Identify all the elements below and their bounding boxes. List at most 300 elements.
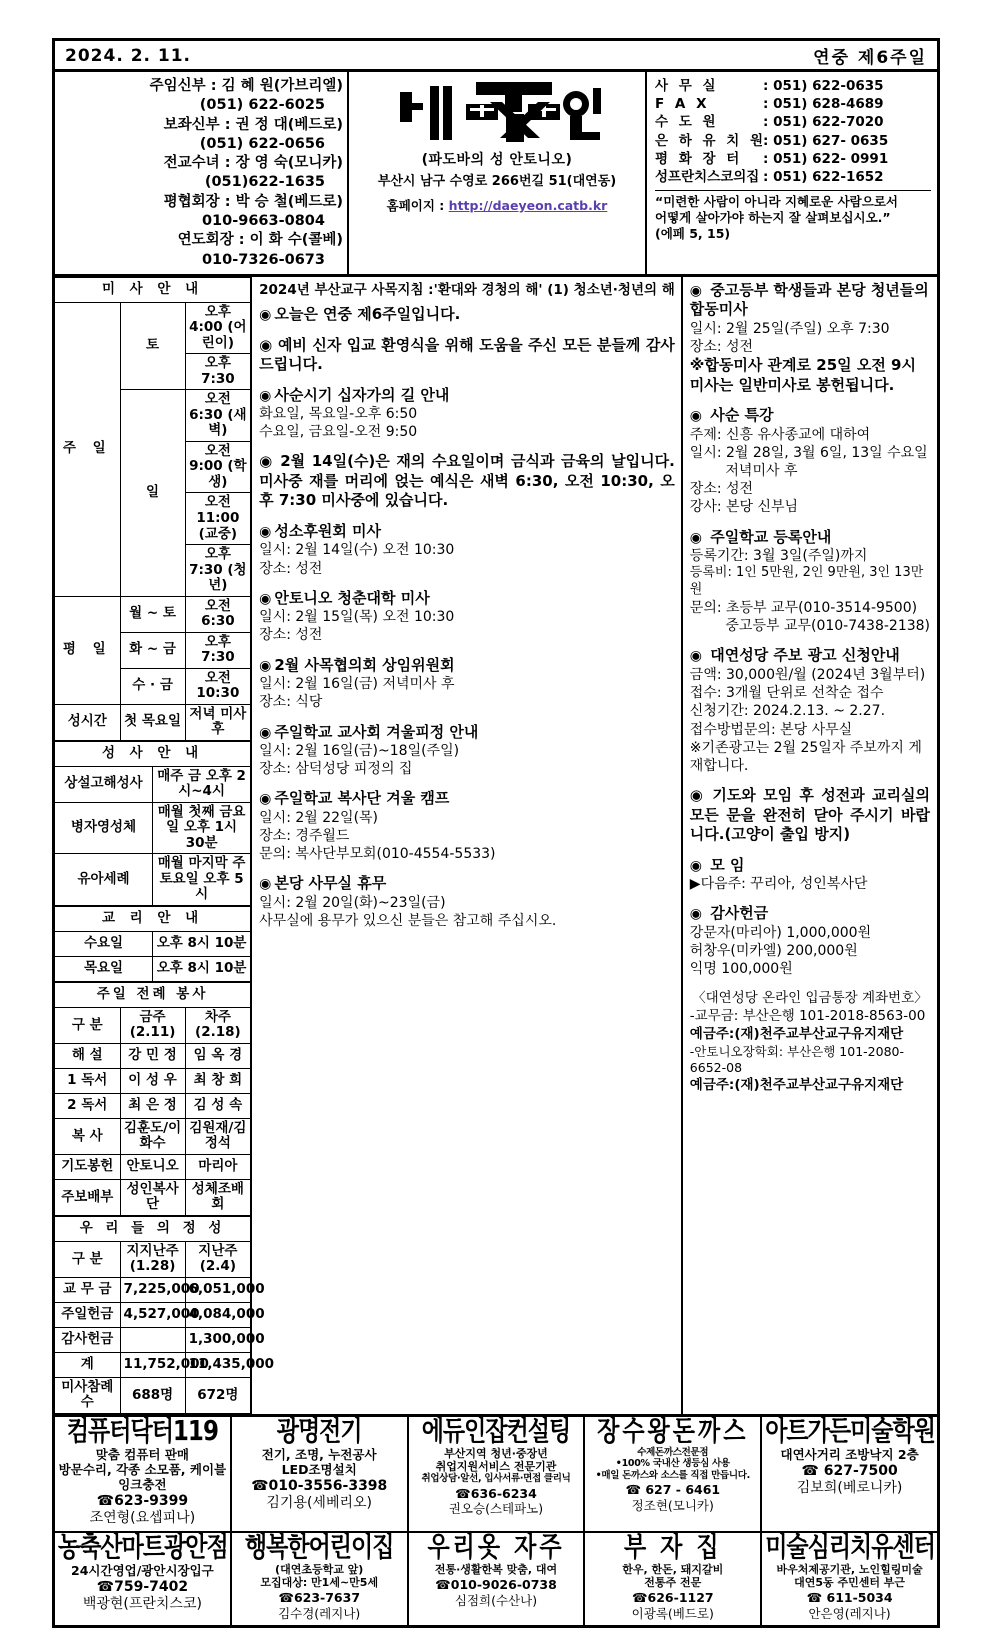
liturgy-this: 안토니오 — [120, 1154, 185, 1179]
bullet-icon: ◉ — [259, 590, 272, 607]
notice-item — [259, 589, 675, 645]
bullet-icon: ◉ — [259, 307, 272, 323]
table-row — [55, 1179, 250, 1215]
ad-desc: 한우, 한돈, 돼지갈비 — [622, 1562, 724, 1576]
table-row — [55, 1118, 250, 1154]
liturgy-next: 최 창 희 — [185, 1068, 250, 1093]
offering-prev2: 688명 — [120, 1377, 185, 1413]
notice-line: 화요일, 목요일-오후 6:50 — [259, 406, 418, 422]
staff-row — [55, 193, 343, 212]
notice-line: 등록기간: 3월 3일(주일)까지 — [689, 548, 868, 565]
ad-card[interactable] — [583, 1533, 760, 1625]
notice-line: 중고등부 교무(010-7438-2138) — [689, 618, 930, 635]
liturgy-this: 이 성 우 — [120, 1068, 185, 1093]
bank-line-3: -안토니오장학회: 부산은행 101-2080-6652-08 — [689, 1043, 904, 1076]
notice-line: 장소: 경주월드 — [259, 828, 350, 845]
table-row — [55, 1302, 250, 1327]
notice-item — [259, 452, 675, 511]
ad-phone: ☎ 627 - 6461 — [625, 1482, 721, 1498]
ad-business-name: 미술심리치유센터 — [765, 1532, 935, 1564]
notice-head: ◉ 주일학교 복사단 겨울 캠프 — [259, 789, 450, 808]
liturgy-next: 김원재/김정석 — [185, 1118, 250, 1154]
sacrament-label: 병자영성체 — [55, 802, 153, 854]
offering-header-prev2: 지지난주(1.28) — [120, 1241, 185, 1277]
table-row — [55, 1043, 250, 1068]
ad-row — [55, 1531, 937, 1625]
ad-desc: 맞춤 컴퓨터 판매 — [95, 1446, 190, 1462]
ad-desc: 전기, 조명, 누전공사 — [261, 1446, 377, 1462]
catechism-table — [55, 906, 250, 982]
table-row — [55, 1154, 250, 1179]
liturgy-next: 김 성 속 — [185, 1093, 250, 1118]
staff-role: 주임신부 : — [149, 78, 217, 94]
liturgy-header-this-week: 금주(2.11) — [120, 1007, 185, 1043]
notice-item — [259, 305, 675, 325]
ad-phone: ☎636-6234 — [455, 1485, 537, 1501]
ad-card[interactable] — [760, 1533, 937, 1625]
staff-role: 보좌신부 : — [163, 116, 231, 133]
bank-line-4: 예금주:(재)천주교부산교구유지재단 — [689, 1076, 904, 1093]
notice-item — [259, 386, 675, 442]
ad-desc: 부산지역 청년·중장년 — [444, 1446, 548, 1460]
mass-time: 오전 11:00 (교중) — [185, 493, 250, 545]
parish-identity — [347, 72, 647, 274]
ad-desc: 대연5동 주민센터 부근 — [794, 1576, 906, 1590]
notice-line: 주제: 신흥 유사종교에 대하여 — [689, 426, 871, 443]
bank-line-2: 예금주:(재)천주교부산교구유지재단 — [689, 1025, 904, 1042]
ad-business-name: 아트가든미술학원 — [765, 1416, 935, 1448]
advertisements — [55, 1414, 937, 1625]
ad-card[interactable] — [760, 1417, 937, 1531]
bullet-icon: ◉ — [689, 408, 703, 425]
notice-line: 문의: 초등부 교무(010-3514-9500) — [689, 600, 918, 617]
table-row — [55, 1352, 250, 1377]
daeyeon-calligraphy-icon — [390, 76, 605, 148]
mass-time: 오전 10:30 — [185, 668, 250, 704]
notice-line: 문의: 복사단부모회(010-4554-5533) — [259, 846, 496, 863]
notice-head: ◉ 2월 사목협의회 상임위원회 — [259, 655, 455, 674]
notice-item — [259, 336, 675, 375]
notice-line: 신청기간: 2024.2.13. ~ 2.27. — [689, 703, 886, 720]
homepage-label: 홈페이지 : — [386, 198, 445, 213]
parish-patron: (파도바의 성 안토니오) — [421, 152, 573, 168]
bulletin-date: 2024. 2. 11. — [65, 45, 192, 66]
ad-business-name: 우리옷 자주 — [427, 1532, 565, 1564]
masthead — [55, 72, 937, 277]
ad-business-name: 부 자 집 — [623, 1532, 722, 1564]
notice-head: ◉ 주일학교 등록안내 — [689, 527, 832, 546]
contact-tel: : 051) 622-1652 — [763, 169, 884, 186]
ad-business-name: 장수왕돈까스 — [597, 1416, 749, 1448]
offering-header-prev1: 지난주(2.4) — [185, 1241, 250, 1277]
quote-line-2: 어떻게 살아가야 하는지 잘 살펴보십시오.” — [655, 210, 891, 226]
notice-line: 일시: 2월 16일(금)~18일(주일) — [259, 743, 460, 759]
contact-tel: : 051) 622-7020 — [763, 114, 884, 131]
parish-logo — [351, 76, 643, 148]
notice-head: ◉ 사순 특강 — [689, 406, 774, 425]
ad-desc: 잉크충전 — [118, 1476, 167, 1492]
ad-phone: ☎623-9399 — [96, 1492, 189, 1509]
ad-business-name: 행복한어린이집 — [244, 1532, 394, 1564]
staff-tel: (051) 622-6025 — [199, 97, 325, 114]
ad-card[interactable] — [407, 1533, 584, 1625]
notice-item — [690, 904, 930, 978]
ad-phone: ☎ 627-7500 — [801, 1462, 898, 1479]
table-row — [55, 1093, 250, 1118]
liturgy-header-next-week: 차주(2.18) — [185, 1007, 250, 1043]
bullet-icon: ◉ — [689, 857, 703, 874]
notice-head: ◉ 안토니오 청춘대학 미사 — [259, 588, 430, 607]
ad-contact-person: 정조현(모니카) — [631, 1497, 714, 1513]
notice-head: ◉ 대연성당 주보 광고 신청안내 — [689, 646, 900, 665]
contact-tel: : 051) 627- 0635 — [763, 132, 889, 149]
notice-line: 일시: 2월 14일(수) 오전 10:30 — [259, 542, 455, 559]
notice-line: 강사: 본당 신부님 — [689, 499, 799, 516]
notice-line: 강문자(마리아) 1,000,000원 — [689, 924, 872, 941]
staff-row — [55, 77, 343, 96]
catechism-day: 목요일 — [55, 956, 153, 981]
staff-tel: (051) 622-0656 — [199, 135, 325, 152]
notice-line: 익명 100,000원 — [689, 961, 793, 978]
bullet-icon: ◉ — [259, 791, 272, 808]
mass-time: 오후 7:30 — [185, 632, 250, 668]
ad-desc: 대연사거리 조방낙지 2층 — [780, 1446, 919, 1462]
contact-name: 평 화 장 터 — [655, 150, 743, 167]
notice-line: 장소: 성전 — [259, 627, 323, 644]
quote-reference: (에페 5, 15) — [655, 226, 731, 242]
notice-head: ◉ 본당 사무실 휴무 — [259, 874, 387, 893]
liturgy-role: 기도봉헌 — [55, 1154, 120, 1179]
offering-prev1: 4,084,000 — [185, 1302, 250, 1327]
notice-line: ▶다음주: 꾸리아, 성인복사단 — [689, 876, 868, 893]
offering-prev1: 6,051,000 — [185, 1277, 250, 1302]
bulletin-frame — [52, 38, 940, 1628]
holy-hour-day: 첫 목요일 — [120, 704, 185, 740]
mass-day: 화 ~ 금 — [120, 632, 185, 668]
mass-time: 오후 4:00 (어린이) — [185, 302, 250, 354]
contact-name: 은 하 유 치 원 — [655, 132, 767, 149]
ad-contact-person: 김보희(베로니카) — [796, 1480, 903, 1497]
mass-group-weekday: 평 일 — [55, 596, 120, 704]
staff-name: 김 혜 원(가브리엘) — [221, 78, 343, 94]
ad-phone: ☎010-3556-3398 — [251, 1477, 388, 1494]
staff-row — [55, 231, 343, 250]
contact-row — [655, 77, 931, 95]
staff-list — [55, 72, 347, 274]
ad-business-name: 광명전기 — [276, 1416, 362, 1448]
table-row — [55, 1068, 250, 1093]
ad-desc: 전통·생활한복 맞춤, 대여 — [434, 1562, 558, 1576]
ad-card[interactable] — [55, 1533, 230, 1625]
notice-line: 접수: 3개월 단위로 선착순 접수 — [689, 685, 884, 702]
bullet-icon: ◉ — [689, 906, 703, 923]
bullet-icon: ◉ — [259, 876, 272, 893]
diocese-motto: 2024년 부산교구 사목지침 :'환대와 경청의 해' (1) 청소년·청년의 해 — [259, 281, 675, 298]
mass-time: 오전 6:30 (새벽) — [185, 390, 250, 442]
contact-row — [655, 132, 931, 150]
ad-phone: ☎623-7637 — [278, 1590, 361, 1606]
table-row — [55, 1327, 250, 1352]
catechism-day: 수요일 — [55, 931, 153, 956]
notice-head: ◉ 오늘은 연중 제6주일입니다. — [259, 305, 461, 323]
notice-line: 일시: 2월 25일(주일) 오후 7:30 — [689, 320, 890, 337]
ad-contact-person: 심점희(수산나) — [454, 1592, 538, 1608]
ad-card[interactable] — [55, 1417, 230, 1531]
liturgy-service-table — [55, 982, 250, 1216]
ad-contact-person: 조연형(요셉피나) — [89, 1510, 196, 1527]
staff-tel: (051)622-1635 — [204, 174, 325, 191]
offering-prev1: 672명 — [185, 1377, 250, 1413]
mass-day: 수 · 금 — [120, 668, 185, 704]
ad-business-name: 에듀인잡컨설팅 — [421, 1416, 571, 1448]
ad-business-name: 컴퓨터닥터119 — [66, 1416, 218, 1448]
liturgy-table-title: 주일 전례 봉사 — [55, 982, 250, 1007]
bullet-icon: ◉ — [259, 335, 273, 354]
ad-contact-person: 권오승(스테파노) — [448, 1501, 544, 1517]
contact-row — [655, 95, 931, 113]
catechism-time: 오후 8시 10분 — [153, 931, 251, 956]
staff-role: 전교수녀 : — [163, 155, 231, 172]
notice-tail: 사무실에 용무가 있으신 분들은 참고해 주십시오. — [259, 913, 557, 930]
ad-contact-person: 이광록(베드로) — [631, 1605, 714, 1621]
notice-item — [259, 723, 675, 779]
bullet-icon: ◉ — [259, 387, 272, 404]
announcements-right — [683, 277, 937, 1414]
bullet-icon: ◉ — [689, 282, 703, 299]
bank-title: 〈대연성당 온라인 입금통장 계좌번호〉 — [692, 990, 928, 1007]
staff-name: 박 승 철(베드로) — [235, 193, 343, 210]
notice-head: ◉ 중고등부 학생들과 본당 청년들의 합동미사 — [689, 280, 929, 319]
bullet-icon: ◉ — [689, 786, 705, 805]
offering-table — [55, 1216, 274, 1414]
notice-head: ◉ 성소후원회 미사 — [259, 521, 382, 540]
bullet-icon: ◉ — [259, 657, 272, 674]
mass-schedule-table — [55, 277, 250, 741]
notice-item — [690, 646, 930, 775]
mass-time: 오전 6:30 — [185, 596, 250, 632]
notice-head: ◉ 사순시기 십자가의 길 안내 — [259, 385, 450, 404]
ad-phone: ☎010-9026-0738 — [435, 1577, 557, 1593]
liturgy-role: 해 설 — [55, 1043, 120, 1068]
ad-desc: 취업지원서비스 전문기관 — [435, 1460, 557, 1474]
notice-line: 장소: 성전 — [259, 560, 323, 577]
notice-head: ◉ 모 임 — [689, 855, 745, 874]
contact-row — [655, 150, 931, 168]
holy-hour-time: 저녁 미사 후 — [185, 704, 250, 740]
liturgy-role: 2 독서 — [55, 1093, 120, 1118]
offering-prev2: 11,752,000 — [120, 1352, 185, 1377]
mass-group-sunday: 주 일 — [55, 302, 120, 596]
table-row — [55, 1377, 250, 1413]
liturgy-role: 1 독서 — [55, 1068, 120, 1093]
notice-item — [690, 528, 930, 636]
notice-line: 일시: 2월 16일(금) 저녁미사 후 — [259, 676, 455, 693]
ad-phone: ☎ 611-5034 — [806, 1590, 893, 1606]
bulletin-body — [55, 277, 937, 1414]
sacrament-label: 유아세례 — [55, 854, 153, 906]
offering-label: 교 무 금 — [55, 1277, 120, 1302]
sacrament-value: 매월 첫째 금요일 오후 1시 30분 — [153, 802, 251, 854]
catechism-table-title: 교 리 안 내 — [55, 906, 250, 931]
notice-line: 일시: 2월 28일, 3월 6일, 13일 수요일 — [689, 444, 928, 461]
ad-contact-person: 백광현(프란치스코) — [82, 1596, 202, 1613]
notice-item — [690, 856, 930, 894]
schedule-column — [55, 277, 274, 1414]
contact-tel: : 051) 628-4689 — [763, 96, 884, 113]
staff-row — [55, 154, 343, 173]
liturgy-next: 마리아 — [185, 1154, 250, 1179]
liturgy-role: 복 사 — [55, 1118, 120, 1154]
mass-day: 월 ~ 토 — [120, 596, 185, 632]
mass-time: 오후 7:30 (청년) — [185, 545, 250, 597]
mass-time: 오전 9:00 (학생) — [185, 441, 250, 493]
notice-item — [259, 789, 675, 863]
ad-desc: 전통주 전문 — [644, 1576, 702, 1590]
contact-name: F A X — [655, 96, 710, 113]
staff-name: 권 정 대(베드로) — [235, 116, 343, 133]
mass-day-sun: 일 — [120, 390, 185, 596]
offering-prev2: 7,225,000 — [120, 1277, 185, 1302]
liturgy-next: 성체조배회 — [185, 1179, 250, 1215]
offering-label: 주일헌금 — [55, 1302, 120, 1327]
holy-hour-label: 성시간 — [55, 704, 120, 740]
ad-card[interactable] — [230, 1417, 407, 1531]
contact-list — [647, 72, 937, 274]
offering-header-category: 구 분 — [55, 1241, 120, 1277]
notice-item — [690, 406, 930, 516]
homepage-link[interactable]: http://daeyeon.catb.kr — [448, 198, 608, 213]
offering-label: 미사참례수 — [55, 1377, 120, 1413]
notice-line: 장소: 삼덕성당 피정의 집 — [259, 761, 413, 778]
notice-line: 일시: 2월 15일(목) 오전 10:30 — [259, 609, 455, 626]
offering-prev1: 11,435,000 — [185, 1352, 250, 1377]
parish-address: 부산시 남구 수영로 266번길 51(대연동) — [377, 174, 617, 189]
bullet-icon: ◉ — [259, 523, 272, 540]
contact-name: 수 도 원 — [655, 114, 719, 131]
notice-item — [690, 281, 930, 395]
offering-label: 감사헌금 — [55, 1327, 120, 1352]
homepage-row — [351, 196, 643, 214]
offering-prev2 — [120, 1327, 185, 1352]
bullet-icon: ◉ — [259, 452, 274, 471]
notice-paragraph: ◉ 기도와 모임 후 성전과 교리실의 모든 문을 완전히 닫아 주시기 바랍니다.(고양이 출입 방지) — [689, 786, 930, 844]
catechism-time: 오후 8시 10분 — [153, 956, 251, 981]
ad-desc: 바우처제공기관, 노인힐링미술 — [776, 1562, 923, 1576]
table-row — [55, 1277, 250, 1302]
notice-paragraph: ◉ 예비 신자 입교 환영식을 위해 도움을 주신 모든 분들께 감사 드립니다. — [259, 335, 675, 373]
liturgy-role: 주보배부 — [55, 1179, 120, 1215]
notice-item — [259, 874, 675, 930]
ad-phone: ☎759-7402 — [96, 1578, 189, 1595]
ad-row — [55, 1417, 937, 1531]
mass-day-sat: 토 — [120, 302, 185, 390]
notice-line: 일시: 2월 22일(목) — [259, 809, 379, 826]
ad-desc-small: •매일 돈까스와 소스를 직접 만듭니다. — [595, 1469, 750, 1481]
ad-desc: 24시간영업/광안시장입구 — [71, 1562, 214, 1578]
sacrament-table — [55, 741, 250, 906]
staff-role: 연도회장 : — [177, 232, 245, 249]
liturgy-this: 성인복사단 — [120, 1179, 185, 1215]
announcements-middle — [250, 277, 683, 1414]
notice-line: 금액: 30,000원/월 (2024년 3월부터) — [689, 666, 926, 683]
staff-name: 장 영 숙(모니카) — [235, 155, 343, 172]
liturgy-header-category: 구 분 — [55, 1007, 120, 1043]
contact-row — [655, 168, 931, 186]
contact-tel: : 051) 622- 0991 — [763, 150, 889, 167]
notice-bold-tail: ※합동미사 관계로 25일 오전 9시 미사는 일반미사로 봉헌됩니다. — [689, 356, 916, 394]
notice-line: 장소: 성전 — [689, 481, 754, 498]
staff-tel: 010-9663-0804 — [201, 212, 325, 229]
quote-line-1: “미련한 사람이 아니라 지혜로운 사람으로서 — [655, 194, 898, 210]
notice-line: 허창우(미카엘) 200,000원 — [689, 942, 858, 959]
notice-head: ◉ 감사헌금 — [689, 904, 769, 923]
bank-line-1: -교무금: 부산은행 101-2018-8563-00 — [689, 1008, 926, 1025]
notice-line: ※기존광고는 2월 25일자 주보까지 게재합니다. — [689, 739, 922, 774]
sacrament-value: 매주 금 오후 2시~4시 — [153, 766, 251, 802]
notice-paragraph: ◉ 2월 14일(수)은 재의 수요일이며 금식과 금육의 날입니다. 미사중 재를 머리에 얹는 예식은 새벽 6:30, 오전 10:30, 오후 7:30 미사중에 있습니다. — [259, 452, 675, 510]
notice-line: 수요일, 금요일-오전 9:50 — [259, 424, 418, 441]
contact-name: 성프란치스코의집 — [655, 169, 760, 186]
contact-name: 사 무 실 — [655, 78, 719, 94]
notice-line: 등록비: 1인 5만원, 2인 9만원, 3인 13만원 — [689, 565, 924, 598]
offering-label: 계 — [55, 1352, 120, 1377]
liturgy-this: 강 민 정 — [120, 1043, 185, 1068]
ad-desc: 모집대상: 만1세~만5세 — [260, 1576, 379, 1590]
ad-desc: 방문수리, 각종 소모품, 케이블 — [58, 1461, 227, 1477]
notice-line: 접수방법문의: 본당 사무실 — [689, 721, 853, 738]
notice-line: 장소: 성전 — [689, 339, 754, 355]
notice-line: 일시: 2월 20일(화)~23일(금) — [259, 894, 446, 911]
notice-line: 저녁미사 후 — [689, 463, 798, 480]
ad-contact-person: 김기용(세베리오) — [266, 1495, 372, 1512]
notice-item — [259, 656, 675, 712]
ad-card[interactable] — [583, 1417, 760, 1531]
contact-row — [655, 113, 931, 131]
ad-desc-small: 수제돈까스전문점 — [637, 1446, 709, 1458]
ad-desc: LED조명설치 — [281, 1461, 357, 1477]
scripture-quote — [655, 190, 931, 242]
liturgy-this: 최 은 정 — [120, 1093, 185, 1118]
ad-contact-person: 김수경(레지나) — [278, 1605, 361, 1621]
notice-head: ◉ 주일학교 교사회 겨울피정 안내 — [259, 722, 479, 741]
offering-prev1: 1,300,000 — [185, 1327, 250, 1352]
bullet-icon: ◉ — [689, 648, 703, 665]
mass-table-title: 미 사 안 내 — [55, 277, 250, 302]
ad-desc-small: 취업상담·알선, 입사서류·면접 클리닉 — [421, 1473, 571, 1485]
sacrament-label: 상설고해성사 — [55, 766, 153, 802]
sacrament-table-title: 성 사 안 내 — [55, 741, 250, 766]
ad-contact-person: 안은영(레지나) — [808, 1605, 891, 1621]
bullet-icon: ◉ — [259, 724, 272, 741]
offering-prev2: 4,527,000 — [120, 1302, 185, 1327]
offering-table-title: 우 리 들 의 정 성 — [55, 1216, 250, 1241]
sacrament-value: 매월 마지막 주 토요일 오후 5시 — [153, 854, 251, 906]
notice-line: 장소: 식당 — [259, 694, 323, 711]
bank-account-block — [690, 990, 930, 1094]
staff-name: 이 화 수(콜베) — [249, 232, 343, 249]
staff-row — [55, 116, 343, 135]
ad-card[interactable] — [230, 1533, 407, 1625]
ad-business-name: 농축산마트광안점 — [58, 1532, 228, 1564]
ad-card[interactable] — [407, 1417, 584, 1531]
mass-time: 오후 7:30 — [185, 354, 250, 390]
ad-desc: (대연초등학교 앞) — [275, 1562, 364, 1576]
notice-item — [259, 522, 675, 578]
liturgical-day: 연중 제6주일 — [813, 48, 927, 68]
contact-tel: : 051) 622-0635 — [763, 78, 884, 94]
liturgy-next: 임 옥 경 — [185, 1043, 250, 1068]
liturgy-this: 김훈도/이화수 — [120, 1118, 185, 1154]
